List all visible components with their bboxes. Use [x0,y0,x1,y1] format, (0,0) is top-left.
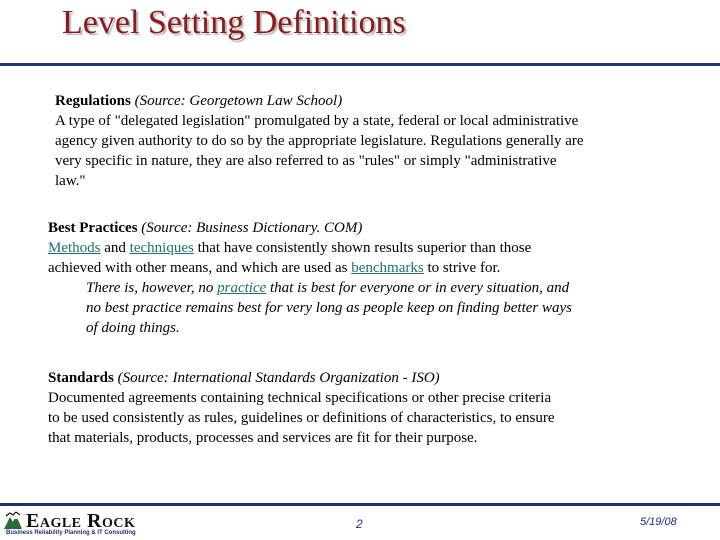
best-practices-quote-text: There is, however, no [86,280,218,296]
best-practices-text: achieved with other means, and which are used as [48,260,352,276]
best-practices-quote-line [48,318,688,338]
standards-heading: Standards [48,370,114,386]
page-title: Level Setting Definitions [62,4,406,41]
best-practices-text: and [100,240,130,256]
best-practices-heading: Best Practices [48,220,138,236]
best-practices-quote-line [48,298,688,318]
best-practices-text: to strive for. [423,260,501,276]
best-practices-text: that have consistently shown results superior than those [193,240,532,256]
regulations-heading-line [55,91,695,111]
eagle-rock-logo [4,510,154,538]
logo-name: Eagle Rock [26,510,136,532]
techniques-link[interactable]: techniques [129,240,194,256]
eagle-mountain-icon [4,511,22,529]
standards-text-line: that materials, products, processes and services are fit for their purpose. [48,430,478,446]
best-practices-text-line [48,258,688,278]
footer-rule [0,503,720,506]
regulations-text-line: law." [55,173,86,189]
best-practices-source: (Source: Business Dictionary. COM) [137,220,363,236]
page-number: 2 [356,517,363,531]
standards-source: (Source: International Standards Organization - ISO) [113,370,440,386]
regulations-section [55,91,695,191]
benchmarks-link[interactable]: benchmarks [351,260,424,276]
regulations-text-line: very specific in nature, they are also referred to as "rules" or simply "administrative [55,153,557,169]
regulations-text-line: A type of "delegated legislation" promulgated by a state, federal or local administrative [55,113,579,129]
methods-link[interactable]: Methods [48,240,101,256]
standards-text-line: Documented agreements containing technical specifications or other precise criteria [48,390,552,406]
practice-link[interactable]: practice [217,280,267,296]
best-practices-quote-text: no best practice remains best for very long as people keep on finding better ways [86,300,573,316]
best-practices-quote-text: of doing things. [86,320,180,336]
regulations-source: (Source: Georgetown Law School) [130,93,343,109]
regulations-heading: Regulations [55,93,131,109]
standards-heading-line [48,368,698,388]
best-practices-text-line [48,238,688,258]
standards-section [48,368,698,448]
best-practices-heading-line [48,218,688,238]
logo-tagline: Business Reliability Planning & IT Consulting [6,530,136,536]
regulations-text-line: agency given authority to do so by the appropriate legislature. Regulations generally are [55,133,584,149]
header-rule [0,63,720,66]
best-practices-section [48,218,688,338]
slide-date: 5/19/08 [640,516,677,528]
standards-text-line: to be used consistently as rules, guidelines or definitions of characteristics, to ensure [48,410,555,426]
best-practices-quote-text: that is best for everyone or in every situation, and [266,280,570,296]
best-practices-quote-line [48,278,688,298]
